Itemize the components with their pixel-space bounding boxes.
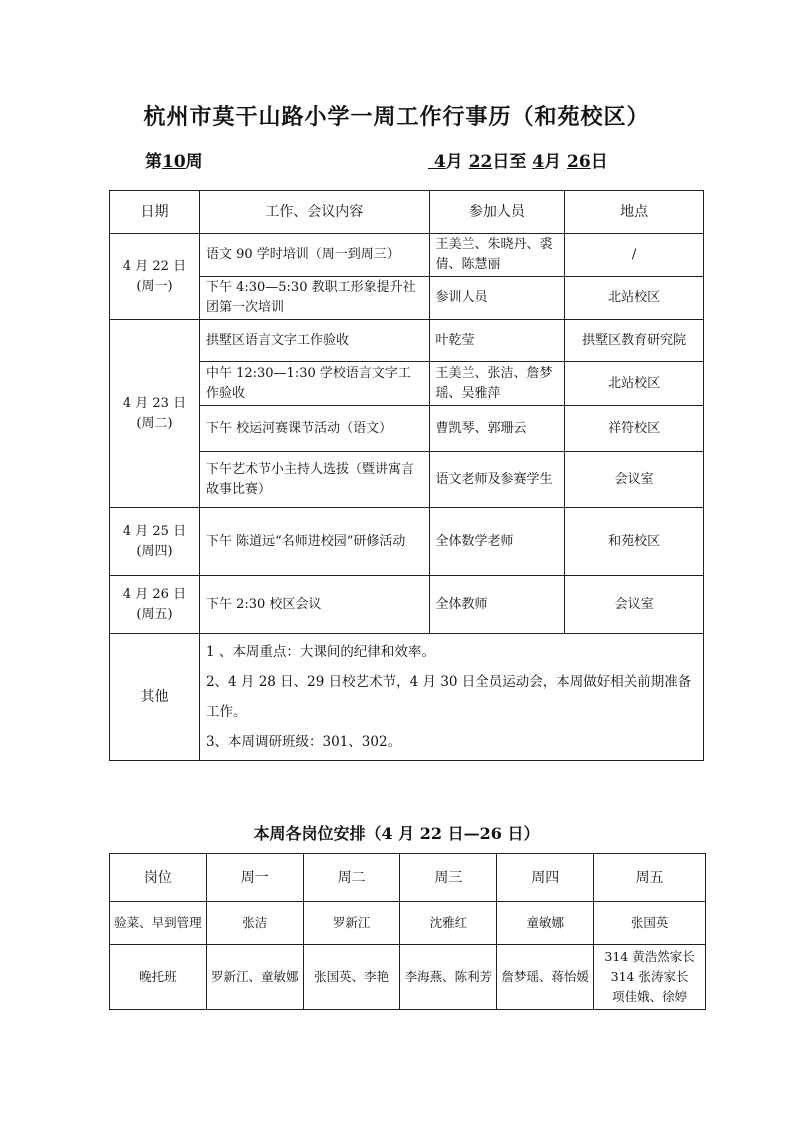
duty-cell: 詹梦瑶、蒋怡媛	[497, 945, 594, 1010]
people-cell: 参训人员	[429, 277, 565, 320]
table-row	[110, 320, 704, 362]
table-row	[110, 277, 704, 320]
post-cell: 验菜、早到管理	[110, 902, 207, 945]
table-row	[110, 902, 706, 945]
table-row	[110, 406, 704, 452]
content-cell: 下午 校运河赛课节活动（语文）	[199, 406, 429, 452]
header-people: 参加人员	[429, 191, 565, 234]
place-cell: 祥符校区	[565, 406, 704, 452]
date-cell	[110, 320, 200, 508]
duty-cell: 罗新江	[303, 902, 400, 945]
duty-cell: 童敏娜	[497, 902, 594, 945]
header-mon: 周一	[206, 854, 303, 902]
date-cell	[110, 508, 200, 576]
duty-cell: 沈雅红	[400, 902, 497, 945]
duty-cell: 罗新江、童敏娜	[206, 945, 303, 1010]
place-cell: 会议室	[565, 452, 704, 508]
place-cell: 北站校区	[565, 277, 704, 320]
note-line: 3、本周调研班级：301、302。	[205, 734, 402, 750]
duty-cell: 李海燕、陈利芳	[400, 945, 497, 1010]
people-cell: 王美兰、朱晓丹、裘倩、陈慧丽	[429, 234, 565, 277]
weekday-text: (周五)	[136, 606, 173, 622]
date-cell	[110, 234, 200, 320]
header-place: 地点	[565, 191, 704, 234]
place-cell: 会议室	[565, 576, 704, 634]
schedule-header-row	[110, 191, 704, 234]
header-content: 工作、会议内容	[199, 191, 429, 234]
header-post: 岗位	[110, 854, 207, 902]
duty-cell: 张国英、李艳	[303, 945, 400, 1010]
duty-line: 314 张涛家长	[610, 969, 689, 984]
place-cell: 和苑校区	[565, 508, 704, 576]
content-cell: 语文 90 学时培训（周一到周三）	[199, 234, 429, 277]
people-cell: 全体数学老师	[429, 508, 565, 576]
header-fri: 周五	[594, 854, 706, 902]
table-row	[110, 945, 706, 1010]
content-cell: 下午 陈道远“名师进校园”研修活动	[199, 508, 429, 576]
weekday-text: (周一)	[136, 278, 173, 294]
other-label: 其他	[110, 634, 200, 761]
people-cell: 叶乾莹	[429, 320, 565, 362]
post-cell: 晚托班	[110, 945, 207, 1010]
duty-title: 本周各岗位安排（4 月 22 日—26 日）	[253, 824, 540, 843]
header-thu: 周四	[497, 854, 594, 902]
place-cell: /	[565, 234, 704, 277]
header-date: 日期	[110, 191, 200, 234]
content-cell: 下午 4:30—5:30 教职工形象提升社团第一次培训	[199, 277, 429, 320]
table-row	[110, 576, 704, 634]
date-text: 4 月 25 日	[122, 523, 187, 539]
table-row	[110, 362, 704, 406]
content-cell: 下午 2:30 校区会议	[199, 576, 429, 634]
weekday-text: (周四)	[136, 543, 173, 559]
place-cell: 拱墅区教育研究院	[565, 320, 704, 362]
table-row	[110, 508, 704, 576]
duty-line: 314 黄浩然家长	[604, 949, 695, 964]
content-cell: 拱墅区语言文字工作验收	[199, 320, 429, 362]
page-title: 杭州市莫干山路小学一周工作行事历（和苑校区）	[143, 104, 650, 130]
duty-cell: 张洁	[206, 902, 303, 945]
note-line: 1 、本周重点：大课间的纪律和效率。	[205, 644, 435, 660]
header-tue: 周二	[303, 854, 400, 902]
people-cell: 全体教师	[429, 576, 565, 634]
people-cell: 语文老师及参赛学生	[429, 452, 565, 508]
schedule-table	[109, 190, 704, 761]
header-wed: 周三	[400, 854, 497, 902]
date-text: 4 月 23 日	[122, 395, 187, 411]
duty-header-row	[110, 854, 706, 902]
content-cell: 中午 12:30—1:30 学校语言文字工作验收	[199, 362, 429, 406]
weekday-text: (周二)	[136, 415, 173, 431]
table-row	[110, 452, 704, 508]
duty-cell-friday	[594, 945, 706, 1010]
duty-table	[109, 853, 706, 1010]
content-cell: 下午艺术节小主持人选拔（暨讲寓言故事比赛）	[199, 452, 429, 508]
other-row	[110, 634, 704, 761]
date-text: 4 月 22 日	[122, 258, 187, 274]
date-cell	[110, 576, 200, 634]
date-range: 4月 22日至 4月 26日	[433, 152, 608, 172]
date-text: 4 月 26 日	[122, 586, 187, 602]
people-cell: 曹凯琴、郭珊云	[429, 406, 565, 452]
table-row	[110, 234, 704, 277]
place-cell: 北站校区	[565, 362, 704, 406]
duty-line: 项佳娥、徐婷	[612, 989, 688, 1004]
duty-cell: 张国英	[594, 902, 706, 945]
note-line: 2、4 月 28 日、29 日校艺术节，4 月 30 日全员运动会，本周做好相关前期准备工作。	[205, 674, 692, 720]
other-notes	[199, 634, 703, 761]
week-number: 第10周	[145, 152, 203, 172]
people-cell: 王美兰、张洁、詹梦瑶、吴雅萍	[429, 362, 565, 406]
